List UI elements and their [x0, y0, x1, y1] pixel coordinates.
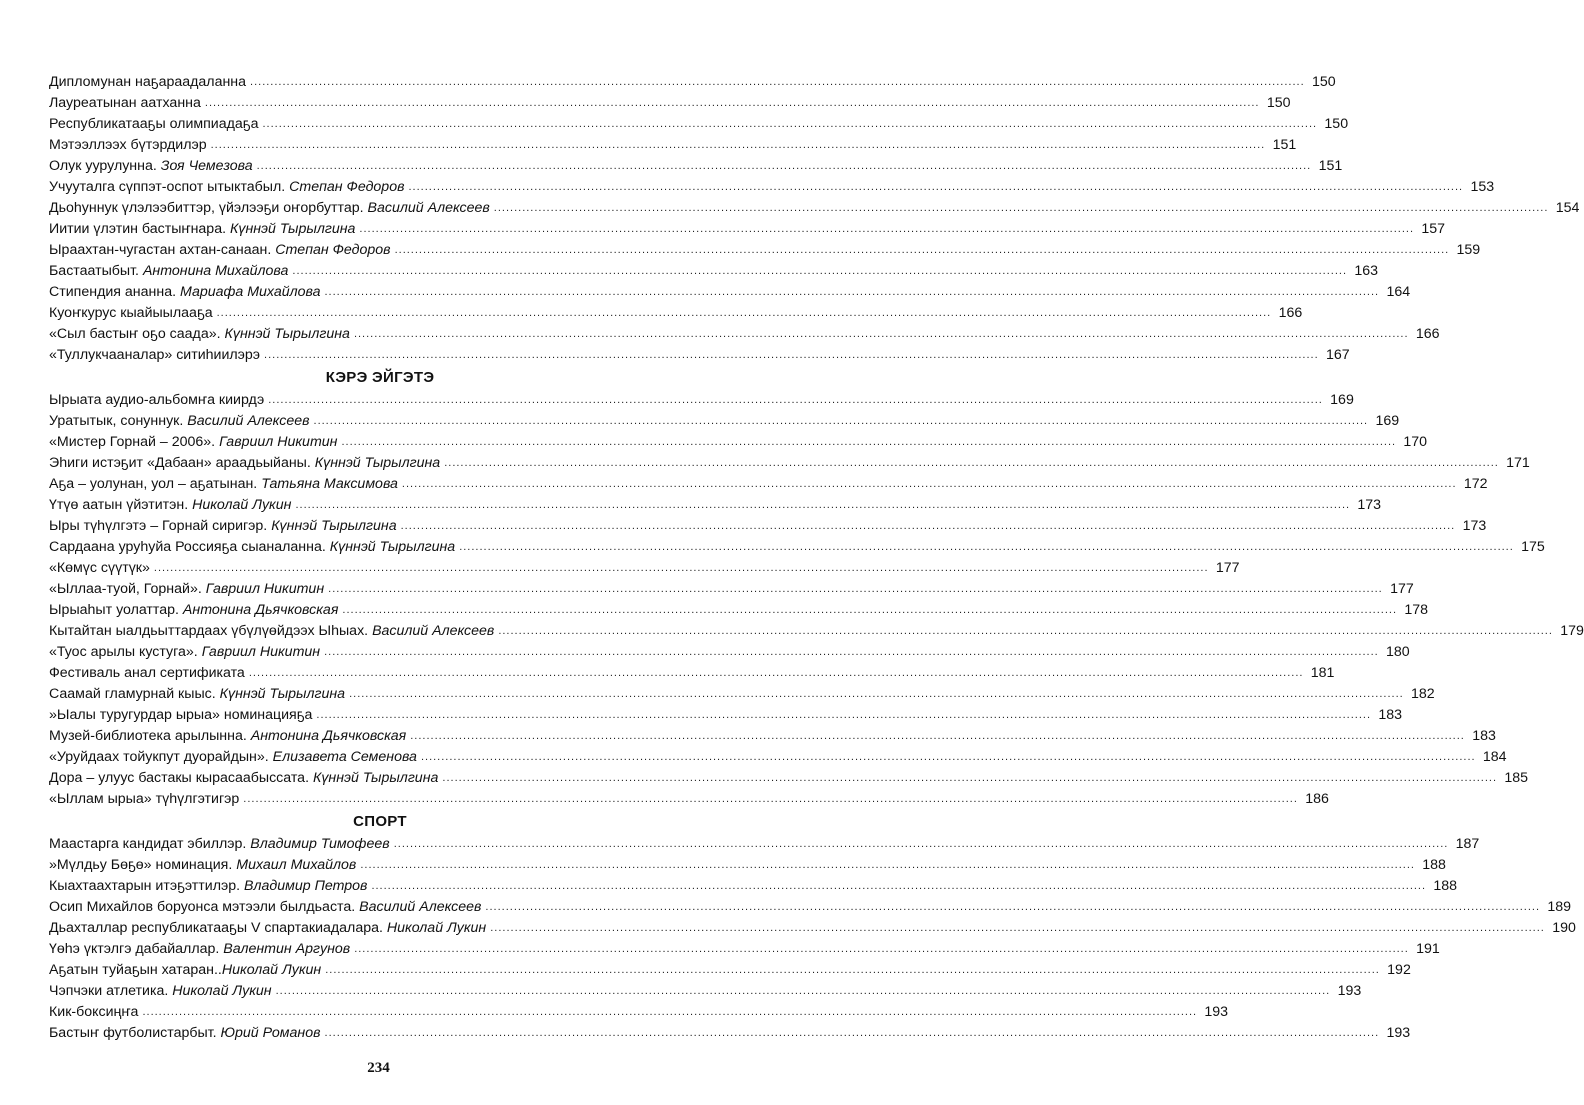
entry-text: Уратытык, сонуннук.	[49, 413, 188, 429]
entry-page-number: 190	[1552, 920, 1576, 936]
entry-author: Күннэй Тырылгина	[312, 770, 439, 786]
toc-entry	[49, 345, 1350, 366]
table-of-contents	[49, 72, 1584, 1044]
entry-page-number: 172	[1463, 476, 1488, 492]
entry-author: Владимир Петров	[244, 878, 368, 894]
entry-text: Чэпчэки атлетика.	[49, 983, 173, 999]
entry-page-number: 154	[1555, 200, 1580, 216]
dot-leader: ....................................................................................................................................................................................................................................................................	[444, 457, 1499, 469]
dot-leader: ....................................................................................................................................................................................................................................................................	[490, 922, 1545, 934]
toc-entry-title	[49, 537, 455, 558]
entry-text: «Туллукчааналар» ситиһиилэрэ	[49, 347, 261, 363]
toc-entry-title	[49, 93, 201, 114]
toc-entry-title	[49, 1002, 138, 1023]
dot-leader: ....................................................................................................................................................................................................................................................................	[341, 436, 1397, 448]
toc-entry-title	[49, 156, 253, 177]
toc-entry-title	[49, 219, 355, 240]
entry-author: Михаил Михайлов	[236, 857, 357, 873]
entry-text: Кыахтаахтарын итэҕэттилэр.	[49, 878, 245, 894]
entry-text: Ыры түһүлгэтэ – Горнай сиригэр.	[49, 518, 272, 534]
toc-entry-title	[49, 453, 440, 474]
toc-entry	[49, 600, 1429, 621]
toc-entry	[49, 282, 1411, 303]
toc-entry-title	[49, 282, 321, 303]
toc-entry	[49, 411, 1400, 432]
entry-page-number: 193	[1337, 983, 1362, 999]
entry-page-number: 183	[1378, 707, 1403, 723]
toc-entry-title	[49, 324, 350, 345]
toc-entry-title	[49, 747, 417, 768]
dot-leader: ....................................................................................................................................................................................................................................................................	[295, 499, 1351, 511]
entry-author: Василий Алексеев	[187, 413, 310, 429]
toc-entry-title	[49, 516, 397, 537]
toc-entry-title	[49, 240, 391, 261]
dot-leader: ....................................................................................................................................................................................................................................................................	[248, 667, 1304, 679]
entry-text: Республикатааҕы олимпиадаҕа	[49, 116, 259, 132]
entry-author: Гавриил Никитин	[201, 644, 321, 660]
entry-text: Иитии үлэтин бастыҥнара.	[49, 221, 230, 237]
entry-page-number: 191	[1416, 941, 1440, 957]
entry-text: »Ыалы туругурдар ырыа» номинацияҕа	[49, 707, 313, 723]
entry-page-number: 164	[1386, 284, 1411, 300]
toc-entry	[49, 135, 1297, 156]
toc-entry	[49, 768, 1529, 789]
entry-author: Николай Лукин	[192, 497, 292, 513]
entry-page-number: 182	[1411, 686, 1435, 702]
dot-leader: ....................................................................................................................................................................................................................................................................	[342, 604, 1398, 616]
entry-page-number: 193	[1204, 1004, 1229, 1020]
entry-text: Дора – улуус бастакы кырасаабыссата.	[49, 770, 313, 786]
entry-page-number: 170	[1403, 434, 1428, 450]
toc-entry	[49, 432, 1428, 453]
entry-page-number: 177	[1215, 560, 1240, 576]
entry-page-number: 173	[1357, 497, 1382, 513]
toc-entry-title	[49, 960, 321, 981]
section-heading: КЭРЭ ЭЙГЭТЭ	[325, 369, 435, 386]
entry-page-number: 166	[1278, 305, 1303, 321]
entry-text: «Туос арылы кустуга».	[49, 644, 202, 660]
entry-text: Дипломунан наҕараадаланна	[49, 74, 247, 90]
entry-author: Валентин Аргунов	[223, 941, 351, 957]
toc-entry	[49, 726, 1496, 747]
dot-leader: ....................................................................................................................................................................................................................................................................	[256, 160, 1312, 172]
entry-text: Кытайтан ыалдьыттардаах үбүлүөйдээх Ыһыах.	[49, 623, 373, 639]
section-heading: СПОРТ	[353, 813, 407, 830]
toc-entry-title	[49, 663, 245, 684]
entry-page-number: 166	[1415, 326, 1440, 342]
dot-leader: ....................................................................................................................................................................................................................................................................	[360, 859, 1415, 871]
dot-leader: ....................................................................................................................................................................................................................................................................	[324, 646, 1379, 658]
toc-entry	[49, 876, 1458, 897]
entry-page-number: 193	[1386, 1025, 1411, 1041]
toc-entry-title	[49, 834, 390, 855]
toc-entry-title	[49, 495, 291, 516]
toc-entry	[49, 558, 1240, 579]
entry-page-number: 183	[1472, 728, 1496, 744]
toc-entry	[49, 114, 1349, 135]
toc-entry-title	[49, 789, 239, 810]
toc-entry-title	[49, 135, 207, 156]
toc-entry-title	[49, 939, 350, 960]
toc-entry	[49, 537, 1545, 558]
toc-entry	[49, 621, 1584, 642]
entry-page-number: 150	[1311, 74, 1336, 90]
entry-text: Учууталга сүппэт-оспот ытыктабыл.	[49, 179, 290, 195]
toc-entry	[49, 453, 1530, 474]
toc-entry	[49, 495, 1382, 516]
toc-entry-title	[49, 474, 398, 495]
entry-page-number: 169	[1330, 392, 1354, 408]
entry-text: Саамай гламурнай кыыс.	[49, 686, 220, 702]
dot-leader: ....................................................................................................................................................................................................................................................................	[313, 415, 1369, 427]
entry-author: Антонина Дьячковская	[250, 728, 407, 744]
entry-text: »Мүлдьу Бөҕө» номинация.	[49, 857, 237, 873]
entry-author: Күннэй Тырылгина	[271, 518, 397, 534]
entry-text: Фестиваль анал сертификата	[49, 665, 245, 681]
toc-entry	[49, 324, 1440, 345]
entry-page-number: 153	[1470, 179, 1495, 195]
entry-page-number: 150	[1324, 116, 1349, 132]
entry-page-number: 167	[1325, 347, 1350, 363]
entry-text: Үөһэ үктэлгэ дабайаллар.	[49, 941, 224, 957]
toc-entry-title	[49, 1023, 321, 1044]
entry-author: Степан Федоров	[275, 242, 391, 258]
entry-text: Сардаана уруһуйа Россияҕа сыаналанна.	[49, 539, 330, 555]
entry-text: Эһиги истэҕит «Дабаан» араадьыйаны.	[49, 455, 315, 471]
entry-text: «Сыл бастыҥ оҕо саада».	[49, 326, 225, 342]
entry-page-number: 186	[1305, 791, 1329, 807]
entry-author: Күннэй Тырылгина	[329, 539, 456, 555]
entry-page-number: 173	[1462, 518, 1487, 534]
toc-entry	[49, 198, 1580, 219]
toc-entry-title	[49, 897, 481, 918]
entry-text: Стипендия ананна.	[49, 284, 180, 300]
entry-page-number: 192	[1387, 962, 1411, 978]
entry-page-number: 181	[1310, 665, 1335, 681]
dot-leader: ....................................................................................................................................................................................................................................................................	[204, 97, 1260, 109]
toc-entry	[49, 579, 1414, 600]
entry-author: Күннэй Тырылгина	[314, 455, 441, 471]
dot-leader: ....................................................................................................................................................................................................................................................................	[493, 202, 1549, 214]
toc-entry	[49, 897, 1572, 918]
toc-entry	[49, 684, 1435, 705]
entry-page-number: 180	[1386, 644, 1410, 660]
entry-author: Күннэй Тырылгина	[219, 686, 346, 702]
toc-entry	[49, 156, 1343, 177]
dot-leader: ....................................................................................................................................................................................................................................................................	[250, 76, 1305, 88]
dot-leader: ....................................................................................................................................................................................................................................................................	[459, 541, 1514, 553]
dot-leader: ....................................................................................................................................................................................................................................................................	[264, 349, 1319, 361]
toc-entry-title	[49, 981, 272, 1002]
dot-leader: ....................................................................................................................................................................................................................................................................	[262, 118, 1318, 130]
entry-page-number: 188	[1422, 857, 1446, 873]
entry-author: Антонина Михайлова	[142, 263, 289, 279]
toc-entry-title	[49, 918, 486, 939]
entry-page-number: 169	[1375, 413, 1400, 429]
dot-leader: ....................................................................................................................................................................................................................................................................	[316, 709, 1372, 721]
toc-entry	[49, 747, 1507, 768]
dot-leader: ....................................................................................................................................................................................................................................................................	[275, 985, 1331, 997]
entry-text: «Көмүс сүүтүк»	[49, 560, 150, 576]
dot-leader: ....................................................................................................................................................................................................................................................................	[410, 730, 1465, 742]
dot-leader: ....................................................................................................................................................................................................................................................................	[324, 286, 1380, 298]
dot-leader: ....................................................................................................................................................................................................................................................................	[243, 793, 1298, 805]
toc-entry-title	[49, 705, 312, 726]
dot-leader: ....................................................................................................................................................................................................................................................................	[353, 328, 1409, 340]
toc-entry	[49, 72, 1336, 93]
entry-author: Күннэй Тырылгина	[229, 221, 356, 237]
toc-entry	[49, 93, 1291, 114]
entry-text: «Мистер Горнай – 2006».	[49, 434, 220, 450]
entry-author: Николай Лукин	[172, 983, 272, 999]
dot-leader: ....................................................................................................................................................................................................................................................................	[420, 751, 1476, 763]
toc-entry-title	[49, 345, 260, 366]
toc-entry	[49, 240, 1481, 261]
toc-entry	[49, 789, 1329, 810]
toc-entry	[49, 390, 1354, 411]
toc-entry	[49, 303, 1303, 324]
toc-entry-title	[49, 72, 246, 93]
dot-leader: ....................................................................................................................................................................................................................................................................	[359, 223, 1415, 235]
toc-entry	[49, 663, 1335, 684]
entry-text: Осип Михайлов боруонса мэтээли былдьаста.	[49, 899, 360, 915]
dot-leader: ....................................................................................................................................................................................................................................................................	[401, 478, 1457, 490]
toc-entry-title	[49, 177, 405, 198]
toc-entry-title	[49, 114, 258, 135]
dot-leader: ....................................................................................................................................................................................................................................................................	[400, 520, 1456, 532]
dot-leader: ....................................................................................................................................................................................................................................................................	[408, 181, 1464, 193]
dot-leader: ....................................................................................................................................................................................................................................................................	[142, 1006, 1198, 1018]
entry-page-number: 150	[1266, 95, 1291, 111]
entry-text: «Уруйдаах тойукпут дуорайдын».	[49, 749, 273, 765]
toc-entry	[49, 834, 1480, 855]
entry-text: Бастаатыбыт.	[49, 263, 143, 279]
toc-entry-title	[49, 261, 288, 282]
entry-author: Владимир Тимофеев	[250, 836, 390, 852]
entry-author: Степан Федоров	[289, 179, 405, 195]
entry-author: Николай Лукин	[386, 920, 487, 936]
toc-entry	[49, 516, 1487, 537]
toc-entry-title	[49, 390, 264, 411]
entry-text: Ыраахтан-чугастан ахтан-санаан.	[49, 242, 276, 258]
entry-page-number: 159	[1456, 242, 1481, 258]
toc-entry-title	[49, 411, 310, 432]
entry-text: Дьахталлар республикатааҕы V спартакиадалара.	[49, 920, 387, 936]
entry-text: «Ыллам ырыа» түһүлгэтигэр	[49, 791, 240, 807]
toc-entry	[49, 960, 1411, 981]
toc-entry	[49, 705, 1403, 726]
toc-entry	[49, 474, 1488, 495]
dot-leader: ....................................................................................................................................................................................................................................................................	[216, 307, 1272, 319]
toc-entry-title	[49, 768, 438, 789]
entry-text: «Ыллаа-туой, Горнай».	[49, 581, 206, 597]
toc-entry-title	[49, 642, 320, 663]
dot-leader: ....................................................................................................................................................................................................................................................................	[349, 688, 1404, 700]
toc-entry-title	[49, 558, 150, 579]
entry-author: Антонина Дьячковская	[182, 602, 339, 618]
toc-entry	[49, 219, 1446, 240]
dot-leader: ....................................................................................................................................................................................................................................................................	[394, 244, 1450, 256]
dot-leader: ....................................................................................................................................................................................................................................................................	[354, 943, 1409, 955]
entry-author: Зоя Чемезова	[160, 158, 253, 174]
entry-author: Василий Алексеев	[372, 623, 495, 639]
dot-leader: ....................................................................................................................................................................................................................................................................	[442, 772, 1498, 784]
entry-page-number: 163	[1354, 263, 1379, 279]
entry-text: Кик-боксиңҥа	[49, 1004, 139, 1020]
dot-leader: ....................................................................................................................................................................................................................................................................	[485, 901, 1541, 913]
dot-leader: ....................................................................................................................................................................................................................................................................	[292, 265, 1348, 277]
entry-text: Ырыаһыт уолаттар.	[49, 602, 183, 618]
entry-page-number: 177	[1390, 581, 1414, 597]
entry-text: Куоҥкурус кыайыылааҕа	[49, 305, 213, 321]
entry-page-number: 185	[1504, 770, 1529, 786]
entry-page-number: 187	[1455, 836, 1480, 852]
entry-author: Гавриил Никитин	[205, 581, 325, 597]
entry-page-number: 175	[1521, 539, 1545, 555]
entry-author: Василий Алексеев	[367, 200, 490, 216]
entry-text: Музей-библиотека арылынна.	[49, 728, 251, 744]
entry-page-number: 184	[1482, 749, 1507, 765]
toc-entry-title	[49, 621, 494, 642]
toc-entry	[49, 855, 1446, 876]
dot-leader: ....................................................................................................................................................................................................................................................................	[324, 1027, 1380, 1039]
entry-author: Николай Лукин	[221, 962, 322, 978]
entry-text: Олук уурулунна.	[49, 158, 161, 174]
toc-entry-title	[49, 198, 490, 219]
toc-entry-title	[49, 600, 338, 621]
entry-page-number: 188	[1433, 878, 1458, 894]
toc-entry-title	[49, 855, 356, 876]
entry-text: Мэтээллээх бүтэрдилэр	[49, 137, 207, 153]
entry-author: Мариафа Михайлова	[179, 284, 321, 300]
toc-entry-title	[49, 432, 337, 453]
toc-entry	[49, 1023, 1411, 1044]
dot-leader: ....................................................................................................................................................................................................................................................................	[268, 394, 1323, 406]
page-number: 234	[367, 1060, 390, 1076]
toc-entry	[49, 1002, 1229, 1023]
entry-text: Аҕатын туйаҕын хатаран..	[49, 962, 222, 978]
entry-page-number: 157	[1421, 221, 1446, 237]
toc-entry	[49, 642, 1410, 663]
entry-page-number: 151	[1272, 137, 1297, 153]
entry-text: Дьоһуннук үлэлээбиттэр, үйэлээҕи оҥорбуттар.	[49, 200, 368, 216]
dot-leader: ....................................................................................................................................................................................................................................................................	[153, 562, 1209, 574]
dot-leader: ....................................................................................................................................................................................................................................................................	[325, 964, 1380, 976]
entry-text: Бастыҥ футболистарбыт.	[49, 1025, 221, 1041]
dot-leader: ....................................................................................................................................................................................................................................................................	[328, 583, 1383, 595]
dot-leader: ....................................................................................................................................................................................................................................................................	[498, 625, 1553, 637]
entry-page-number: 151	[1318, 158, 1343, 174]
entry-text: Ырыата аудио-альбомҥа киирдэ	[49, 392, 265, 408]
entry-page-number: 189	[1547, 899, 1572, 915]
entry-text: Лауреатынан аатханна	[49, 95, 201, 111]
entry-author: Елизавета Семенова	[272, 749, 417, 765]
toc-entry	[49, 261, 1379, 282]
entry-text: Аҕа – уолунан, уол – аҕатынан.	[49, 476, 262, 492]
toc-entry-title	[49, 726, 406, 747]
entry-author: Гавриил Никитин	[219, 434, 338, 450]
entry-text: Үтүө аатын үйэтитэн.	[49, 497, 193, 513]
toc-entry-title	[49, 303, 213, 324]
toc-entry-title	[49, 579, 324, 600]
entry-author: Күннэй Тырылгина	[224, 326, 350, 342]
entry-page-number: 179	[1560, 623, 1584, 639]
entry-author: Юрий Романов	[220, 1025, 321, 1041]
entry-author: Василий Алексеев	[359, 899, 482, 915]
dot-leader: ....................................................................................................................................................................................................................................................................	[393, 838, 1449, 850]
toc-entry	[49, 918, 1576, 939]
toc-entry	[49, 177, 1495, 198]
entry-author: Татьяна Максимова	[261, 476, 398, 492]
entry-page-number: 178	[1404, 602, 1429, 618]
toc-entry	[49, 981, 1362, 1002]
dot-leader: ....................................................................................................................................................................................................................................................................	[210, 139, 1266, 151]
entry-text: Маастарга кандидат эбиллэр.	[49, 836, 251, 852]
toc-entry-title	[49, 684, 345, 705]
entry-page-number: 171	[1506, 455, 1530, 471]
toc-entry-title	[49, 876, 367, 897]
toc-entry	[49, 939, 1440, 960]
dot-leader: ....................................................................................................................................................................................................................................................................	[371, 880, 1427, 892]
